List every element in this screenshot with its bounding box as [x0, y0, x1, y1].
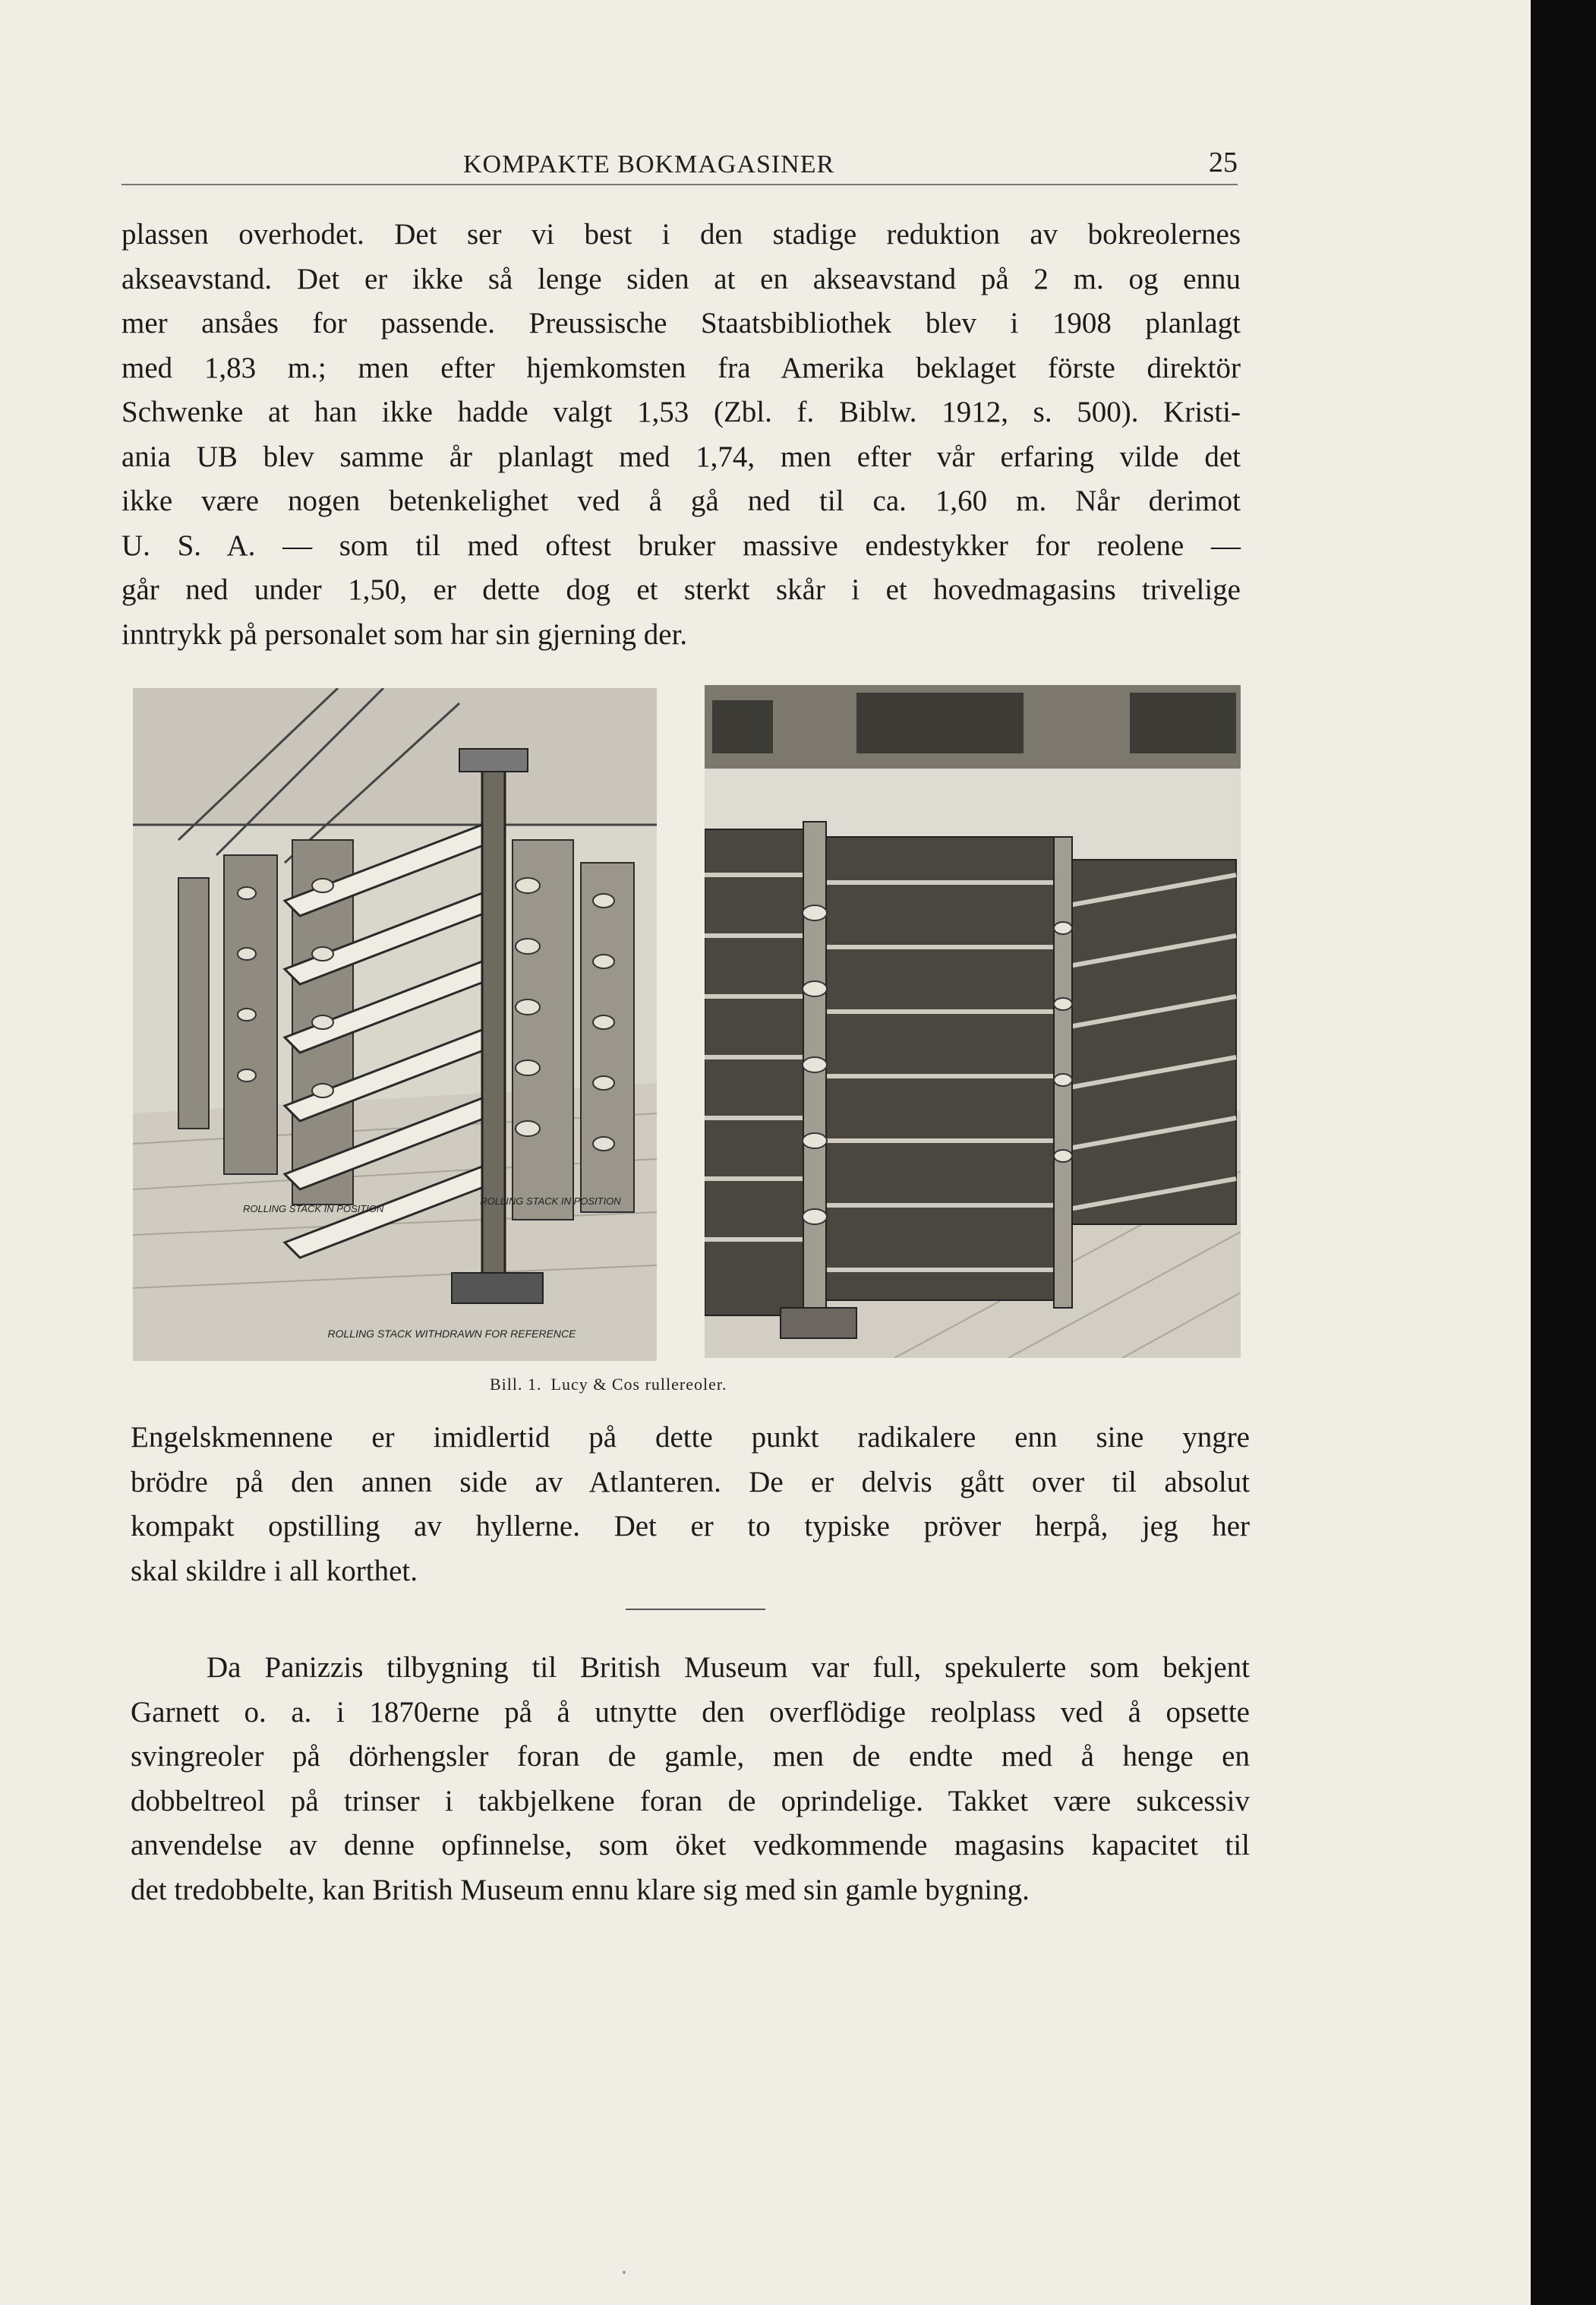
paragraph-english-compact [131, 1416, 1250, 1593]
text-line: Engelskmennene er imidlertid på dette punkt radikalere enn sine yngre [131, 1421, 1250, 1454]
text-line: anvendelse av denne opfinnelse, som öket vedkommende magasins kapacitet til [131, 1829, 1250, 1861]
book-stacks-drawing [705, 685, 1241, 1358]
text-line: går ned under 1,50, er dette dog et sterkt skår i et hovedmagasins trivelige [121, 573, 1241, 606]
paragraph-shelf-spacing [121, 213, 1241, 657]
text-line: Schwenke at han ikke hadde valgt 1,53 (Zbl. f. Biblw. 1912, s. 500). Kristi- [121, 396, 1241, 428]
page-number: 25 [1209, 147, 1238, 178]
text-line: mer ansåes for passende. Preussische Staatsbibliothek blev i 1908 planlagt [121, 307, 1241, 339]
caption-text: Lucy & Cos rullereoler. [550, 1375, 727, 1394]
caption-number: Bill. 1. [490, 1375, 542, 1394]
running-title: KOMPAKTE BOKMAGASINER [463, 150, 835, 178]
paragraph-british-museum [131, 1646, 1250, 1912]
text-line: brödre på den annen side av Atlanteren. De er delvis gått over til absolut [131, 1465, 1250, 1498]
text-line: svingreoler på dörhengsler foran de gamle, men de endte med å henge en [131, 1740, 1250, 1773]
text-line: det tredobbelte, kan British Museum ennu klare sig med sin gamle bygning. [131, 1873, 1030, 1906]
scan-border [1531, 0, 1596, 2305]
text-line: dobbeltreol på trinser i takbjelkene foran de oprindelige. Takket være sukcessiv [131, 1784, 1250, 1817]
section-divider [626, 1609, 765, 1610]
text-line: U. S. A. — som til med oftest bruker massive endestykker for reolene — [121, 529, 1241, 562]
text-line: inntrykk på personalet som har sin gjerning der. [121, 617, 688, 651]
text-line: plassen overhodet. Det ser vi best i den stadige reduktion av bokreolernes [121, 218, 1241, 251]
illustration-rolling-stacks [133, 688, 657, 1361]
label-rolling-stack-left: ROLLING STACK IN POSITION [243, 1203, 384, 1214]
label-rolling-stack-withdrawn: ROLLING STACK WITHDRAWN FOR REFERENCE [327, 1328, 576, 1340]
label-rolling-stack-right: ROLLING STACK IN POSITION [480, 1195, 621, 1207]
text-line: kompakt opstilling av hyllerne. Det er to typiske pröver herpå, jeg her [131, 1510, 1250, 1542]
text-line: Da Panizzis tilbygning til British Museum var full, spekulerte som bekjent [207, 1651, 1250, 1684]
text-line: Garnett o. a. i 1870erne på å utnytte den overflödige reolplass ved å opsette [131, 1695, 1250, 1729]
illustration-book-stacks [705, 685, 1241, 1358]
text-line: skal skildre i all korthet. [131, 1554, 418, 1587]
paper-speck [623, 2271, 626, 2274]
figure-caption [490, 1375, 736, 1394]
rolling-stacks-drawing [133, 688, 657, 1361]
text-line: ania UB blev samme år planlagt med 1,74, men efter vår erfaring vilde det [121, 440, 1241, 473]
running-head [121, 146, 1238, 185]
text-line: ikke være nogen betenkelighet ved å gå ned til ca. 1,60 m. Når derimot [121, 485, 1241, 517]
text-line: med 1,83 m.; men efter hjemkomsten fra Amerika beklaget förste direktör [121, 351, 1241, 384]
text-line: akseavstand. Det er ikke så lenge siden at en akseavstand på 2 m. og ennu [121, 262, 1241, 295]
